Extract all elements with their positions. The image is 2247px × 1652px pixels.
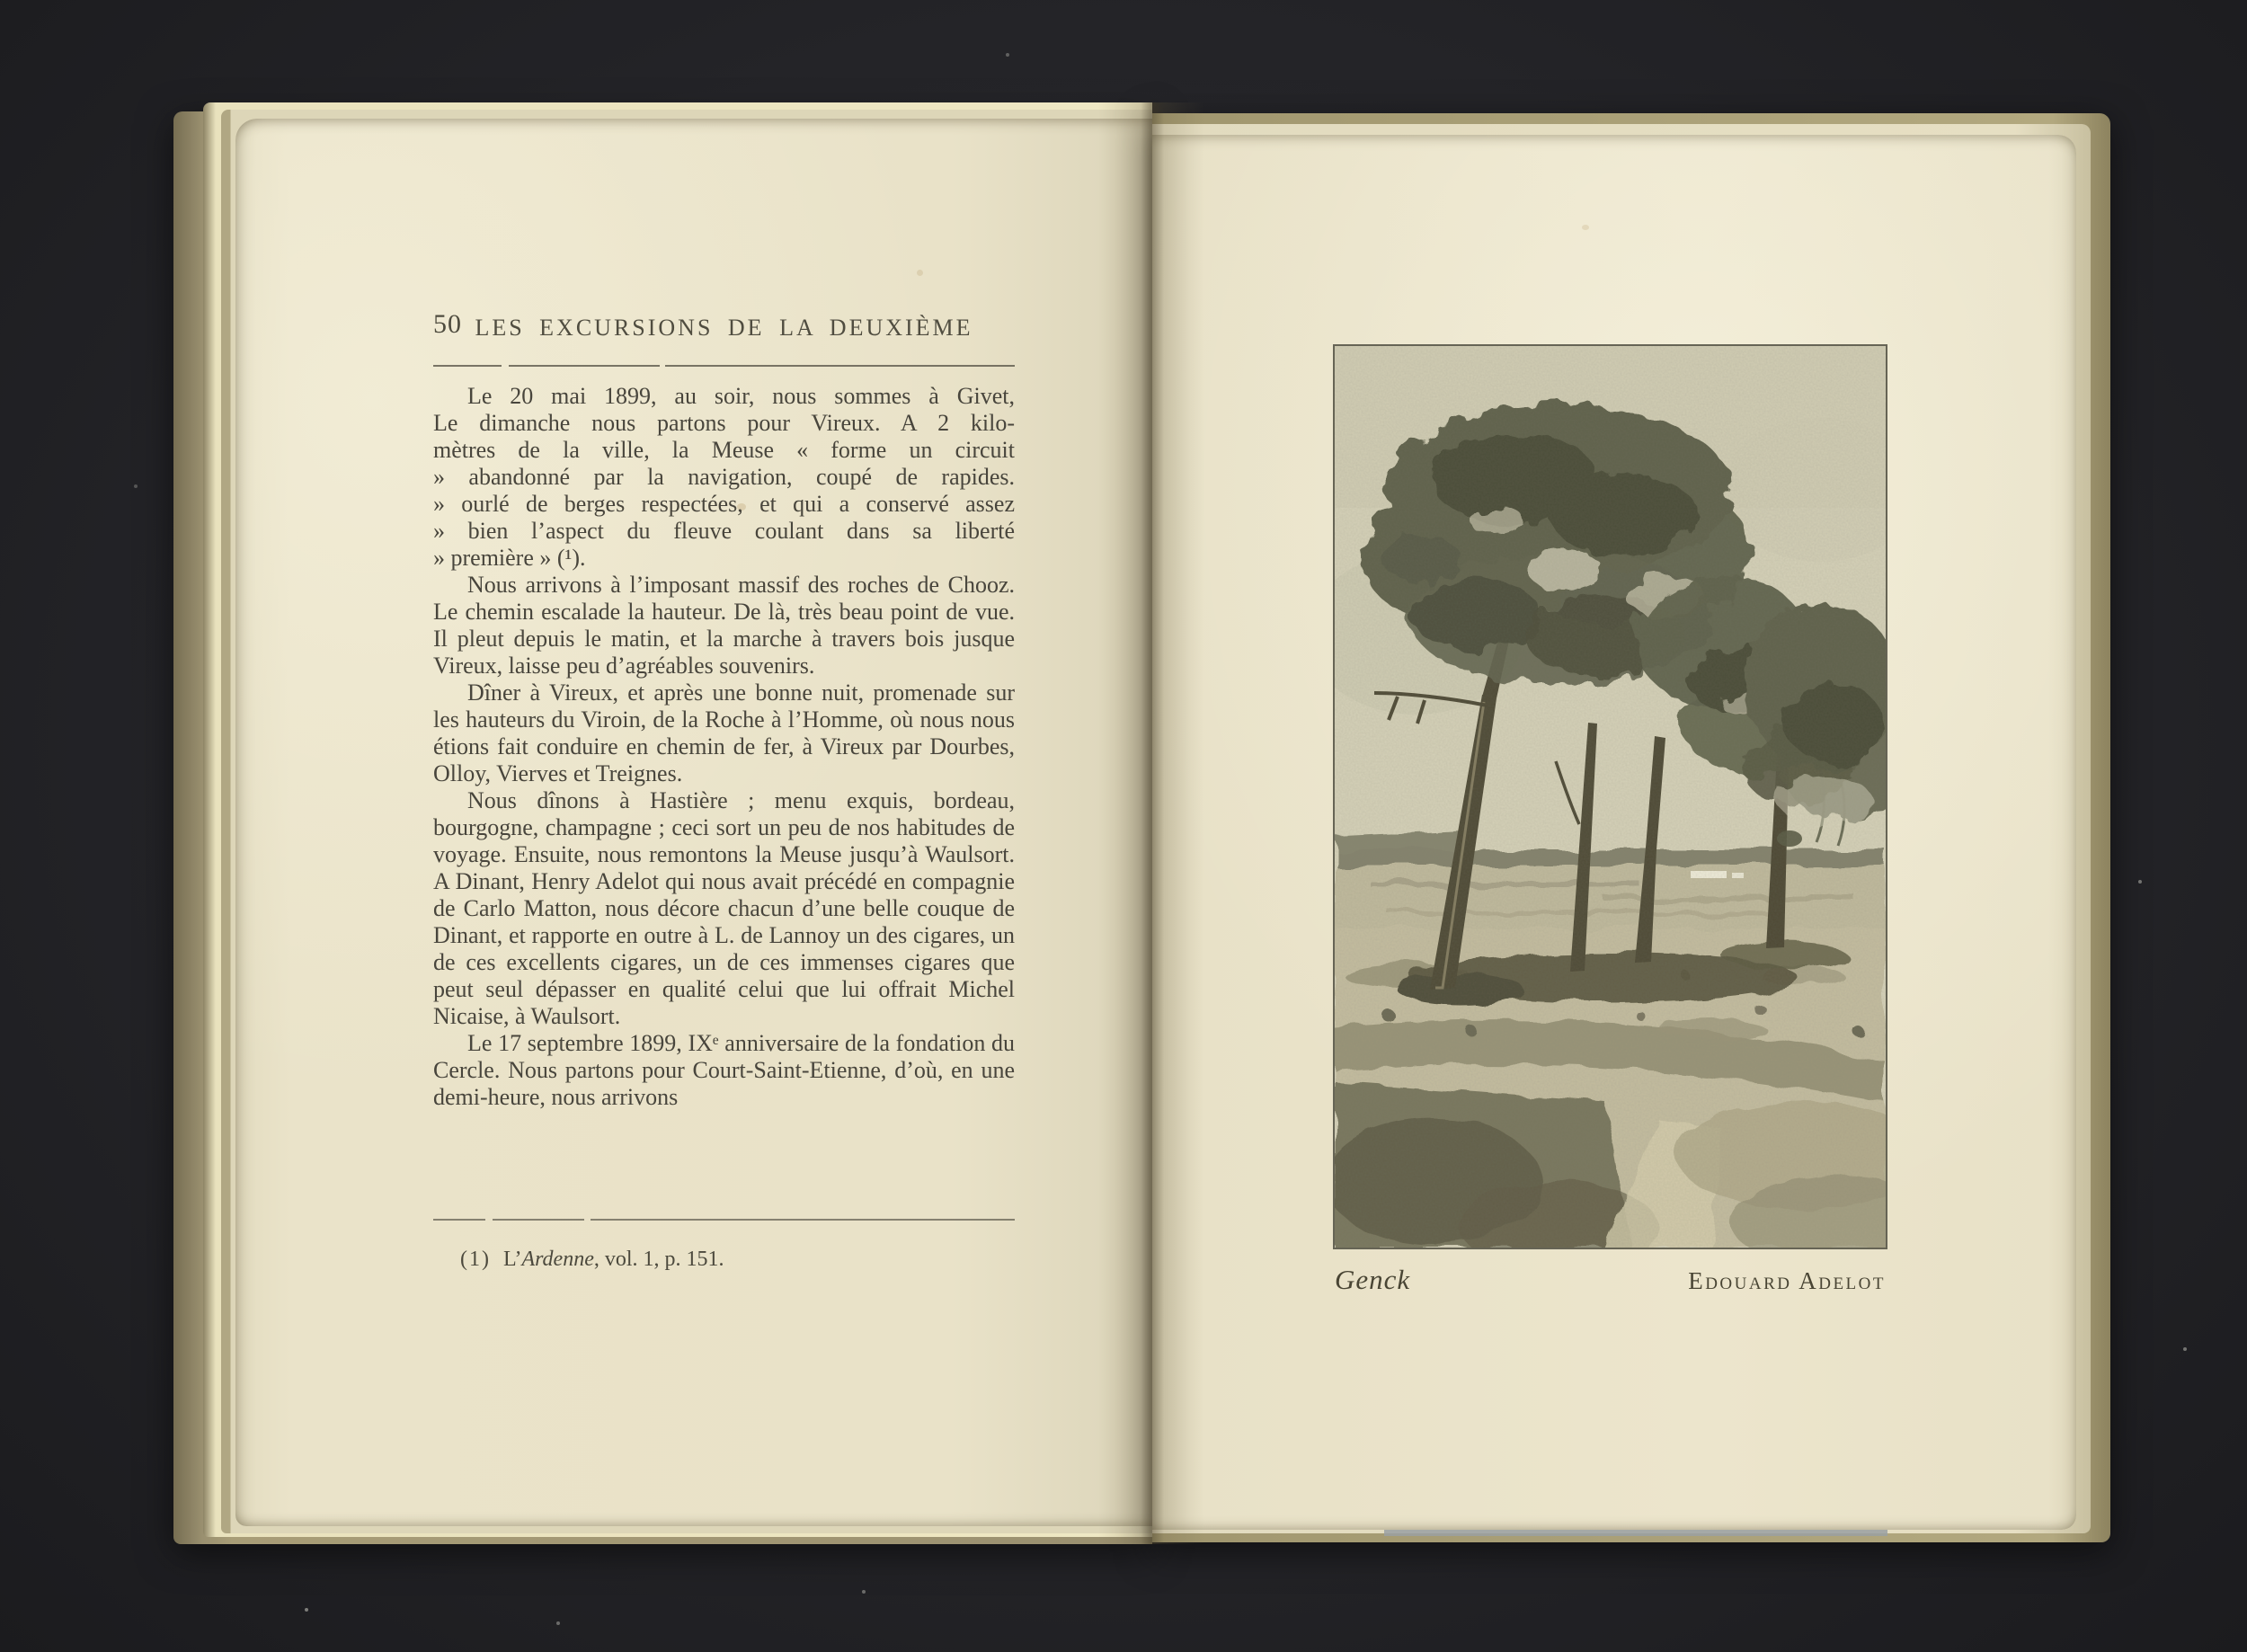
paragraph: Dîner à Vireux, et après une bonne nuit, promenade sur les hauteurs du Viroin, de la Roche à l’Homme, où nous nous étions fait conduire en chemin de fer, à Vireux par Dourbes, Olloy, Vierves et Treignes. [433, 679, 1015, 786]
footnote-marker: (1) [460, 1248, 491, 1271]
backdrop-lint-specks [0, 0, 2, 2]
paragraph: Nous dînons à Hastière ; menu exquis, bordeau, bourgogne, champagne ; ceci sort un peu de nos habitudes de voyage. Ensuite, nous remontons la Meuse jusqu’à Waulsort. A Dinant, Henry Adelot qui nous avait précédé en compagnie de Carlo Matton, nous décore chacun d’une belle couque de Dinant, et rapporte en outre à L. de Lannoy un des cigares, un de ces excellents cigares, un de ces immenses cigares que peut seul dépasser en qualité celui que lui offrait Michel Nicaise, à Waulsort. [433, 787, 1015, 1029]
plate-caption-row [1335, 1264, 1886, 1296]
quote-line: Le dimanche nous partons pour Vireux. A 2 kilo- [433, 410, 1015, 436]
footnote-text: , vol. 1, p. 151. [593, 1248, 724, 1271]
quote-line: mètres de la ville, la Meuse « forme un circuit [433, 437, 1015, 463]
running-head-rule [433, 365, 1015, 367]
footnote-text: L’ [502, 1248, 522, 1271]
paragraph-quote [433, 383, 1015, 572]
quote-line: » bien l’aspect du fleuve coulant dans sa liberté [433, 518, 1015, 544]
photo-plate [1333, 344, 1887, 1249]
heathland-photo [1335, 346, 1886, 1248]
paragraph: Le 17 septembre 1899, IXᵉ anniversaire de la fondation du Cercle. Nous partons pour Court-Saint-Etienne, d’où, en une demi-heure, nous arrivons [433, 1030, 1015, 1110]
footnote-work-title: Ardenne [521, 1248, 594, 1271]
running-head: LES EXCURSIONS DE LA DEUXIÈME [475, 315, 973, 341]
quote-line: » abandonné par la navigation, coupé de rapides. [433, 464, 1015, 490]
quote-line: » première » (¹). [433, 545, 586, 571]
quote-line: Le 20 mai 1899, au soir, nous sommes à Givet, [467, 383, 1015, 409]
quote-line: » ourlé de berges respectées, et qui a conservé assez [433, 491, 1015, 517]
paragraph: Nous arrivons à l’imposant massif des roches de Chooz. Le chemin escalade la hauteur. De là, très beau point de vue. Il pleut depuis le matin, et la marche à travers bois jusque Vireux, laisse peu d’agréables souvenirs. [433, 572, 1015, 679]
plate-caption-credit: Edouard Adelot [1688, 1267, 1886, 1294]
green-tint [1335, 346, 1886, 1248]
body-text-column [433, 383, 1015, 1111]
plate-caption-title: Genck [1335, 1264, 1411, 1295]
footnote [460, 1248, 724, 1272]
page-number: 50 [433, 309, 462, 339]
footnote-rule [433, 1219, 1015, 1221]
